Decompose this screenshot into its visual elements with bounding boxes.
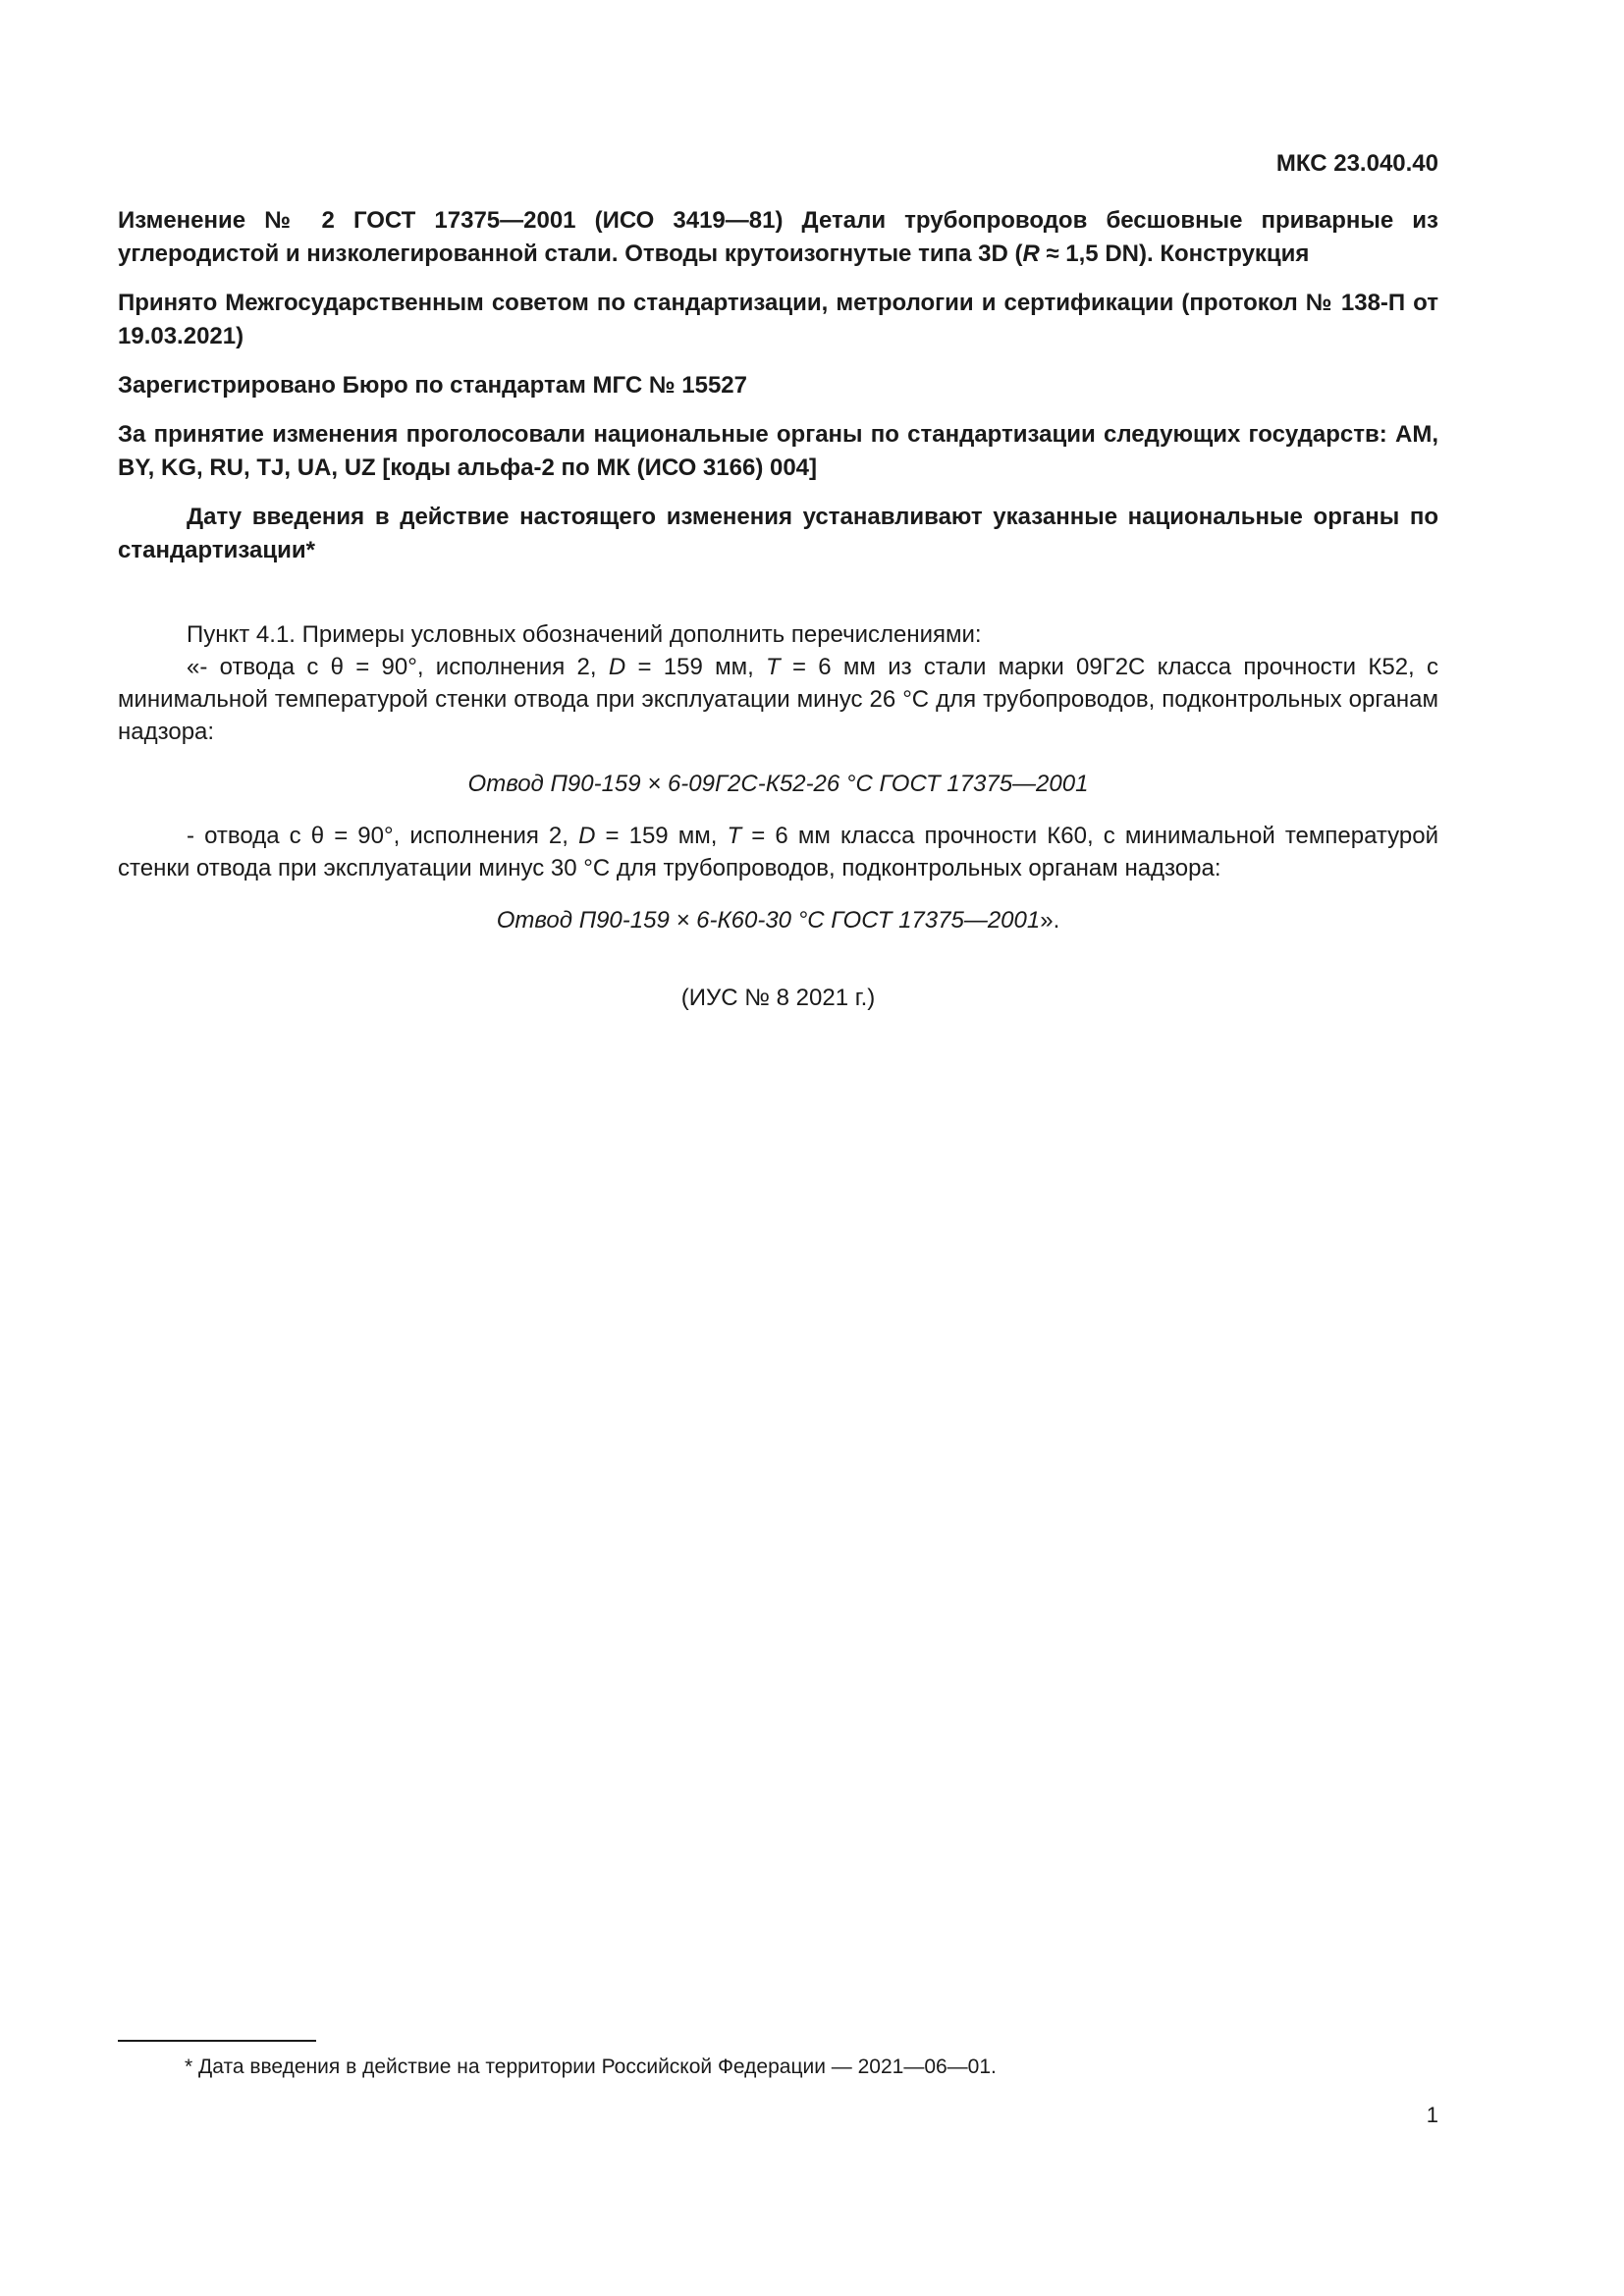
example-2-var-t: T	[727, 823, 742, 849]
footnote: * Дата введения в действие на территории Российской Федерации — 2021—06—01.	[185, 2056, 997, 2078]
example-2-text-c: = 6 мм класса прочности К60, с минимальной температурой стенки отвода при эксплуатации минус 30 °С для трубопроводов, подконтрольных органам надзора:	[118, 823, 1439, 881]
amendment-title-part1: Изменение № 2 ГОСТ 17375—2001 (ИСО 3419—81) Детали трубопроводов бесшовные приварные из углеродистой и низколегированной стали. Отводы крутоизогнутые типа 3D (	[118, 207, 1438, 267]
footnote-divider	[118, 2040, 316, 2042]
example-2	[118, 820, 1438, 884]
clause-intro: Пункт 4.1. Примеры условных обозначений дополнить перечислениями:	[187, 621, 982, 648]
effective-date-note: Дату введения в действие настоящего изменения устанавливают указанные национальные органы по стандартизации*	[118, 504, 1438, 563]
amendment-title-r: R	[1022, 240, 1040, 267]
registration-note: Зарегистрировано Бюро по стандартам МГС № 15527	[118, 372, 747, 399]
ius-reference: (ИУС № 8 2021 г.)	[680, 985, 876, 1011]
example-1-var-d: D	[608, 654, 626, 680]
document-content	[118, 147, 1438, 1014]
example-1-text-b: = 159 мм,	[625, 654, 767, 680]
example-2-text-a: - отвода с θ = 90°, исполнения 2,	[187, 823, 579, 849]
example-1-text-c: = 6 мм из стали марки 09Г2С класса прочности К52, с минимальной температурой стенки отвода при эксплуатации минус 26 °С для трубопроводов, подконтрольных органам надзора:	[118, 654, 1438, 745]
designation-formula-2-text: Отвод П90-159 × 6-К60-30 °С ГОСТ 17375—2001	[496, 907, 1041, 934]
voting-states: За принятие изменения проголосовали национальные органы по стандартизации следующих государств: AM, BY, KG, RU, TJ, UA, UZ [коды альфа-2 по МК (ИСО 3166) 004]	[118, 421, 1438, 481]
example-1	[118, 651, 1438, 748]
amendment-title	[118, 204, 1438, 271]
example-2-var-d: D	[578, 823, 596, 849]
mks-code: МКС 23.040.40	[1275, 150, 1438, 177]
example-1-text-a: «- отвода с θ = 90°, исполнения 2,	[187, 654, 609, 680]
designation-formula-1: Отвод П90-159 × 6-09Г2С-К52-26 °С ГОСТ 17375—2001	[467, 771, 1089, 797]
designation-formula-2-end: ».	[1040, 907, 1060, 934]
amendment-body	[118, 618, 1438, 1014]
page-number: 1	[1426, 2103, 1438, 2127]
amendment-title-part2: ≈ 1,5 DN). Конструкция	[1039, 240, 1310, 267]
designation-formula-2	[118, 904, 1438, 936]
example-1-var-t: T	[766, 654, 781, 680]
accepted-by: Принято Межгосударственным советом по стандартизации, метрологии и сертификации (протокол № 138-П от 19.03.2021)	[118, 290, 1438, 349]
example-2-text-b: = 159 мм,	[595, 823, 728, 849]
